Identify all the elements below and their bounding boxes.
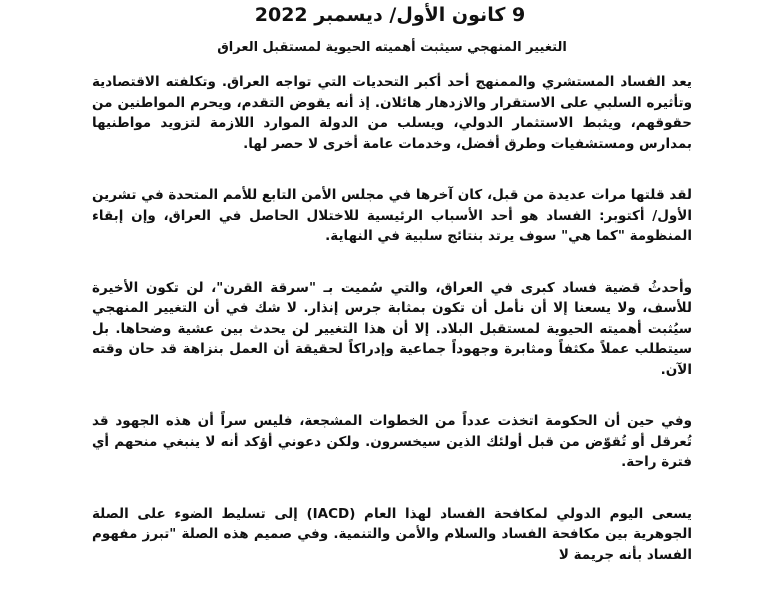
paragraph: لقد قلتها مرات عديدة من قبل، كان آخرها في مجلس الأمن التابع للأمم المتحدة في تشرين الأول/ أكتوبر: الفساد هو أحد الأسباب الرئيسية للاختلال الحاصل في العراق، وإن إبقاء المنظومة "كما هي" سوف يرتد بنتائج سلبية في النهاية. xyxy=(92,187,692,244)
document-title: التغيير المنهجي سيثبت أهميته الحيوية لمستقبل العراق xyxy=(217,40,567,55)
document-date: 9 كانون الأول/ ديسمبر 2022 xyxy=(254,4,526,26)
document-body xyxy=(92,72,692,596)
paragraph: يسعى اليوم الدولي لمكافحة الفساد لهذا العام (IACD) إلى تسليط الضوء على الصلة الجوهرية بين مكافحة الفساد والسلام والأمن والتنمية. وفي صميم هذه الصلة "تبرز مفهوم الفساد بأنه جريمة لا xyxy=(92,505,692,563)
paragraph: يعد الفساد المستشري والممنهج أحد أكبر التحديات التي تواجه العراق. وتكلفته الاقتصادية وتأثيره السلبي على الاستقرار والازدهار هائلان. إذ أنه يقوض التقدم، ويحرم المواطنين من حقوقهم، ويثبط الاستثمار الدولي، ويسلب من الدولة الموارد اللازمة لتزويد مواطنيها بمدارس ومستشفيات وطرق أفضل، وخدمات عامة أخرى لا حصر لها. xyxy=(92,74,692,152)
paragraph: وفي حين أن الحكومة اتخذت عدداً من الخطوات المشجعة، فليس سراً أن هذه الجهود قد تُعرقل أو تُقوّض من قبل أولئك الذين سيخسرون. ولكن دعوني أؤكد أنه لا ينبغي منحهم أي فترة راحة. xyxy=(92,413,692,470)
paragraph: وأحدثُ قضية فساد كبرى في العراق، والتي سُميت بـ "سرقة القرن"، لن تكون الأخيرة للأسف، ولا يسعنا إلا أن نأمل أن تكون بمثابة جرس إنذار. لا شك في أن التغيير المنهجي سيُثبت أهميته الحيوية لمستقبل البلاد. إلا أن هذا التغيير لن يحدث بين عشية وضحاها. بل سيتطلب عملاً مكثفاً ومثابرة وجهوداً جماعية وإدراكاً لحقيقة أن العمل بنزاهة قد حان وقته الآن. xyxy=(92,279,692,378)
